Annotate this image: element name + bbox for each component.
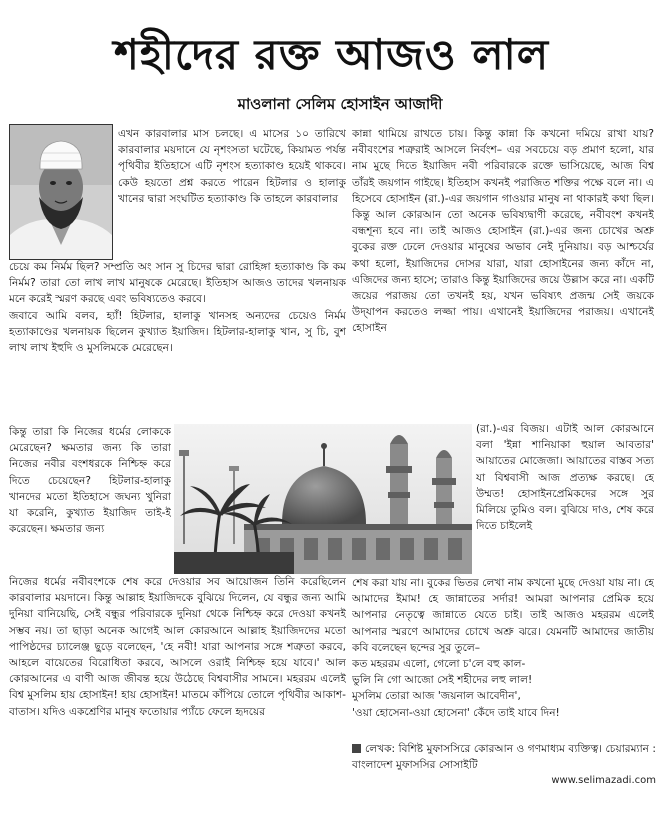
poem-line: কত মহররম এলো, গেলো চ'লে বহু কাল- <box>352 658 526 671</box>
column-left-wide <box>9 259 346 424</box>
column-left-bottom: নিজের ধর্মের নবীবংশকে শেষ করে দেওয়ার সব আয়োজন তিনি করেছিলেন কারবালার ময়দানে। কিন্তু আল্লাহ ইয়াজিদকে বুঝিয়ে দিলেন, যে বন্ধুর জন্য আমি দুনিয়া বানিয়েছি, সেই বন্ধুর পরিবারকে দুনিয়া থেকে নিশ্চিহ্ন করে দেওয়া কখনই সম্ভব নয়। তা ছাড়া অনেক আগেই আল কোরআনে আল্লাহ ইয়াজিদদের মতো পাপিষ্ঠদের চ্যালেঞ্জ ছুড়ে বলেছেন, 'হে নবী! যারা আপনার সঙ্গে শত্রুতা করবে, আহলে বায়েতের বিরোধিতা করবে, আসলে ওরাই নিশ্চিহ্ন হয়ে যাবে।' আল কোরআনের এ বাণী আজ জীবন্ত হয়ে উঠেছে বিশ্ববাসীর সামনে। মহররম এলেই বিশ্ব মুসলিম হায় হোসাইন! হায় হোসাইন! মাতমে কাঁপিয়ে তোলে পৃথিবীর আকাশ-বাতাস। যদিও একশ্রেণির মানুষ ফতোয়ার প্যাঁচে ফেলে হৃদয়ের <box>9 576 346 718</box>
square-bullet-icon <box>352 744 361 753</box>
shrine-photo <box>174 424 472 574</box>
column-left-top: এখন কারবালার মাস চলছে। এ মাসের ১০ তারিখে কারবালার ময়দানে যে নৃশংসতা ঘটেছে, কিয়ামত পর্যন্ত পৃথিবীর ইতিহাসে এটি নৃশংস হত্যাকাণ্ড হয়েই থাকবে। কেউ হয়তো প্রশ্ন করতে পারেন হিটলার ও হালাকু খানের দ্বারা সংঘটিত হত্যাকাণ্ড কি তাহলে কারবালার <box>118 128 346 205</box>
author-portrait <box>9 124 113 260</box>
author-note <box>352 741 656 773</box>
paragraph: জবাবে আমি বলব, হ্যাঁ! হিটলার, হালাকু খানসহ অন্যদের চেয়েও নির্মম হত্যাকাণ্ডের খলনায়ক ছিলেন কুখ্যাত ইয়াজিদ। হিটলার-হালাকু খান, সু চি, বুশ লাখ লাখ ইহুদি ও মুসলিমকে মেরেছেন। <box>9 309 346 355</box>
author-portrait-illustration <box>10 125 112 259</box>
author-note-text: লেখক: বিশিষ্ট মুফাসসিরে কোরআন ও গণমাধ্যম ব্যক্তিত্ব। চেয়ারম্যান : বাংলাদেশ মুফাসসির সোসাইটি <box>352 743 656 772</box>
paragraph: চেয়ে কম নির্মম ছিল? সম্প্রতি অং সান সু চিদের দ্বারা রোহিঙ্গা হত্যাকাণ্ড কি কম নির্মম? তারা তো লাখ লাখ মানুষকে মেরেছে। ইতিহাস আজও তাদের খলনায়ক মনে করেই স্মরণ করছে এবং ভবিষ্যতেও করবে। <box>9 261 346 306</box>
poem-line: 'ওয়া হোসেনা-ওয়া হোসেনা' কেঁদে তাই যাবে দিন! <box>352 706 560 719</box>
paragraph: শেষ করা যায় না। বুকের ভিতর লেখা নাম কখনো মুছে দেওয়া যায় না। হে আমাদের ইমাম! হে জান্নাতের সর্দার! আমরা আপনার প্রেমিক হয়ে আপনার নেতৃত্বে জান্নাতে যেতে চাই। তাই আজও মহররম এলেই আপনার স্মরণে আমাদের চোখে অশ্রু ঝরে। যেমনটি আমাদের জাতীয় কবি বলেছেন ছন্দের সুর তুলে– <box>352 577 654 654</box>
column-right-bottom <box>352 575 654 735</box>
poem-line: মুসলিম তোরা আজ 'জয়নাল আবেদীন', <box>352 690 521 703</box>
poem-line: ভুলি নি গো আজো সেই শহীদের লহু লাল! <box>352 674 533 687</box>
column-left-narrow: কিন্তু তারা কি নিজের ধর্মের লোককে মেরেছেন? ক্ষমতার জন্য কি তারা নিজের নবীর বংশধরকে নিশ্চিহ্ন করে দিতে চেয়েছেন? হিটলার-হালাকু খানদের মতো ইতিহাসে জঘন্য খুনিরা যা করেনি, কুখ্যাত ইয়াজিদ তাই-ই করেছেন। ক্ষমতার জন্য <box>9 426 171 536</box>
column-right-top: কান্না থামিয়ে রাখতে চায়। কিন্তু কান্না কি কখনো দমিয়ে রাখা যায়? নবীবংশের শত্রুরাই আসলে নির্বংশ– এর সবচেয়ে বড় প্রমাণ হলো, যার নাম মুছে দিতে ইয়াজিদ নবী পরিবারকে রক্তে ভাসিয়েছে, আজ বিশ্ব তাঁরই জয়গান গাইছে। ইতিহাস কখনই পরাজিত শক্তির পক্ষে বলে না। এ হিসেবে হোসাইন (রা.)-এর জয়গান গাওয়ার মানুষ না থাকারই কথা ছিল। কিন্তু আল কোরআন তো অনেক ভবিষ্যদ্বাণী করেছে, নবীবংশ কখনই বন্ধশূন্য হবে না। তাই আজও হোসাইন (রা.)-এর জন্য চোখের অশ্রু বুকের রক্ত ঢেলে দেওয়ার মানুষের অভাব নেই দুনিয়ায়। বড় আশ্চর্যের কথা হলো, ইয়াজিদের দোসর যারা, যারা হোসাইনের জন্য কাঁদে না, এজিদের জন্য হাসে; তারাও কিন্তু ইয়াজিদের জয়ে উল্লাস করে না। একটি জয়ের পরাজয় তো তখনই হয়, যখন ভবিষ্যৎ প্রজন্ম সেই জয়কে উদ্‌যাপন করতেও লজ্জা পায়। এখানেই ইয়াজিদের পরাজয়। এখানেই হোসাইন <box>352 128 654 335</box>
article-byline: মাওলানা সেলিম হোসাইন আজাদী <box>237 95 443 113</box>
column-right-narrow: (রা.)-এর বিজয়। এটাই আল কোরআনে বলা 'ইন্না শানিয়াকা হুয়াল আবতার' আয়াতের মোজেজা। আয়াতের বাস্তব সত্য যা বিশ্ববাসী আজ প্রত্যক্ষ করছে। হে উম্মত! হোসাইনপ্রেমিকদের সঙ্গে সুর মিলিয়ে তুমিও বল। বুঝিয়ে দাও, শেষ করে দিতে চাইলেই <box>476 423 654 533</box>
shrine-photo-illustration <box>174 424 472 574</box>
article-headline: শহীদের রক্ত আজও লাল <box>114 30 549 79</box>
author-website[interactable]: www.selimazadi.com <box>551 775 656 786</box>
